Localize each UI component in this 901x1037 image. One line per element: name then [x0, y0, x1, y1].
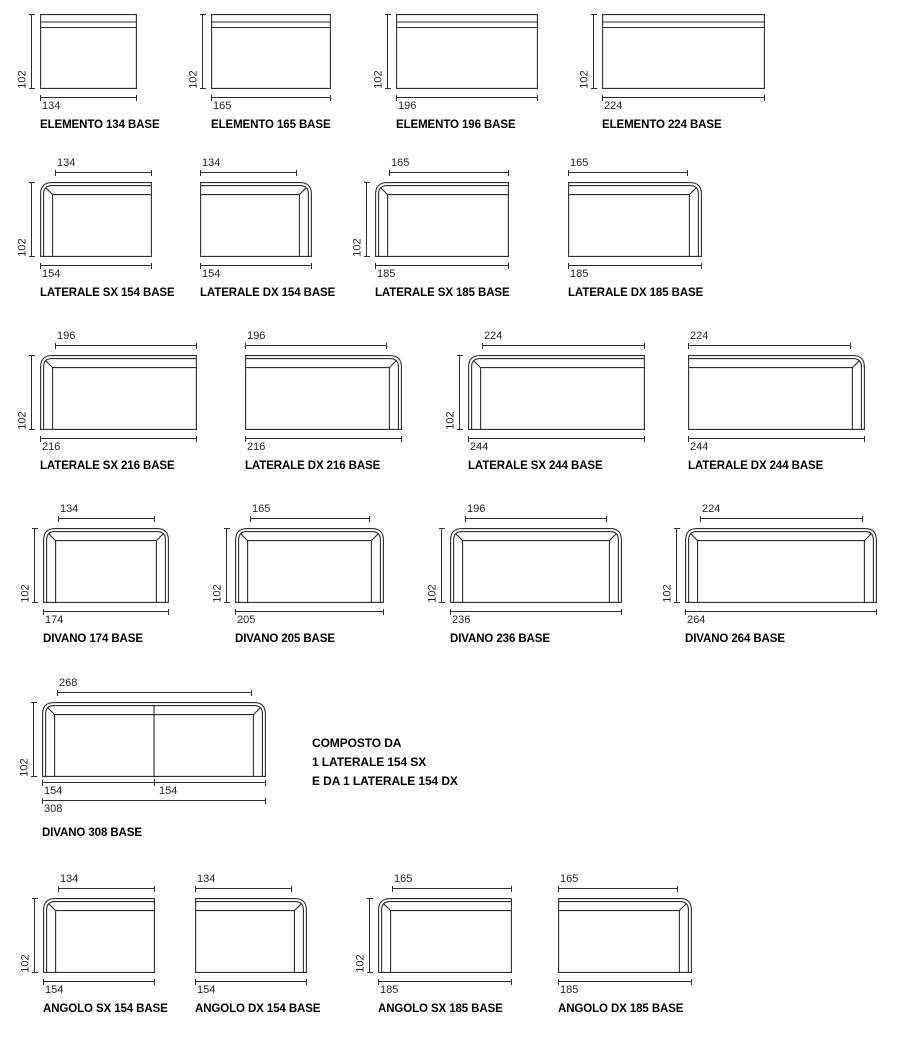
sofa-outline-drawing [602, 14, 765, 89]
top-width-dim-line [558, 888, 678, 889]
module-elemento-196-base [372, 14, 538, 131]
module-angolo-sx-185-base [354, 873, 512, 1015]
bottom-width-dim-line [235, 611, 384, 612]
height-dim-line [593, 14, 594, 89]
height-dim-line [33, 702, 34, 777]
sofa-outline-drawing [43, 528, 169, 603]
bottom-width-dim-value: 154 [42, 268, 61, 280]
bottom-width-dim-line [375, 265, 509, 266]
top-width-dim-line [57, 692, 252, 693]
height-dim-line [387, 14, 388, 89]
height-dim-value: 102 [351, 238, 364, 257]
bottom-width-dim-value: 264 [687, 614, 706, 626]
bottom-width-dim-value: 224 [604, 100, 623, 112]
height-dim-line [459, 355, 460, 430]
bottom-width-dim-line [568, 265, 702, 266]
bottom-width-dim-line [245, 438, 402, 439]
sofa-outline-drawing [396, 14, 538, 89]
top-width-dim-line [195, 888, 292, 889]
top-width-dim-value: 196 [57, 330, 76, 342]
module-label: LATERALE SX 216 BASE [40, 460, 175, 472]
top-width-dim-line [389, 172, 509, 173]
bottom-width-dim-value: 154 [197, 984, 216, 996]
composition-note [312, 734, 458, 791]
total-width-dim-value: 308 [44, 803, 63, 815]
height-dim-value: 102 [426, 584, 439, 603]
sofa-outline-drawing [688, 355, 865, 430]
bottom-width-dim-line [378, 981, 512, 982]
top-width-dim-line [200, 172, 297, 173]
sofa-outline-drawing [568, 182, 702, 257]
bottom-width-dim-value: 216 [42, 441, 61, 453]
top-width-dim-line [58, 888, 155, 889]
bottom-width-dim-line [40, 97, 137, 98]
module-elemento-134-base [16, 14, 160, 131]
half-width-dim-line [42, 782, 266, 783]
module-label: DIVANO 174 BASE [43, 633, 143, 645]
half-width-dim-value-right: 154 [159, 785, 178, 797]
sofa-outline-drawing [40, 182, 152, 257]
module-elemento-165-base [187, 14, 331, 131]
height-dim-value: 102 [19, 954, 32, 973]
height-dim-value: 102 [211, 584, 224, 603]
height-dim-value: 102 [444, 411, 457, 430]
module-label: LATERALE DX 244 BASE [688, 460, 824, 472]
bottom-width-dim-value: 196 [398, 100, 417, 112]
top-width-dim-line [250, 518, 370, 519]
top-width-dim-line [688, 345, 851, 346]
height-dim-line [31, 355, 32, 430]
top-width-dim-line [58, 518, 155, 519]
sofa-outline-drawing [468, 355, 645, 430]
top-width-dim-value: 134 [60, 873, 79, 885]
top-width-dim-value: 165 [391, 157, 410, 169]
sofa-outline-drawing [378, 898, 512, 973]
module-label: LATERALE SX 185 BASE [375, 287, 510, 299]
module-angolo-dx-154-base [195, 873, 321, 1015]
top-width-dim-line [482, 345, 645, 346]
height-dim-value: 102 [578, 70, 591, 89]
sofa-outline-drawing [245, 355, 402, 430]
module-elemento-224-base [578, 14, 765, 131]
module-laterale-dx-244-base [688, 330, 865, 472]
bottom-width-dim-line [43, 981, 155, 982]
module-label: ELEMENTO 196 BASE [396, 119, 516, 131]
total-width-dim-line [42, 800, 266, 801]
module-label: LATERALE DX 216 BASE [245, 460, 381, 472]
height-dim-value: 102 [19, 584, 32, 603]
sofa-outline-drawing [43, 898, 155, 973]
bottom-width-dim-line [468, 438, 645, 439]
height-dim-value: 102 [354, 954, 367, 973]
top-width-dim-line [700, 518, 863, 519]
height-dim-line [202, 14, 203, 89]
top-width-dim-line [465, 518, 607, 519]
top-width-dim-value: 134 [202, 157, 221, 169]
height-dim-line [34, 898, 35, 973]
top-width-dim-value: 165 [570, 157, 589, 169]
module-label: LATERALE DX 154 BASE [200, 287, 336, 299]
module-laterale-dx-185-base [568, 157, 704, 299]
composition-note-line: E DA 1 LATERALE 154 DX [312, 774, 458, 788]
bottom-width-dim-value: 154 [202, 268, 221, 280]
bottom-width-dim-value: 174 [45, 614, 64, 626]
top-width-dim-value: 134 [60, 503, 79, 515]
height-dim-line [441, 528, 442, 603]
bottom-width-dim-line [685, 611, 877, 612]
height-dim-value: 102 [16, 411, 29, 430]
height-dim-value: 102 [18, 758, 31, 777]
top-width-dim-value: 224 [702, 503, 721, 515]
sofa-outline-drawing [42, 702, 266, 777]
height-dim-line [226, 528, 227, 603]
top-width-dim-value: 268 [59, 677, 78, 689]
top-width-dim-line [55, 345, 197, 346]
bottom-width-dim-value: 165 [213, 100, 232, 112]
module-divano-264-base [661, 503, 877, 645]
module-label: ELEMENTO 134 BASE [40, 119, 160, 131]
module-label: ANGOLO SX 154 BASE [43, 1003, 168, 1015]
module-label: DIVANO 205 BASE [235, 633, 335, 645]
top-width-dim-line [568, 172, 688, 173]
bottom-width-dim-value: 244 [470, 441, 489, 453]
height-dim-line [31, 182, 32, 257]
height-dim-value: 102 [372, 70, 385, 89]
module-label: ANGOLO DX 154 BASE [195, 1003, 321, 1015]
half-width-mid-tick [154, 779, 155, 786]
module-label: ANGOLO DX 185 BASE [558, 1003, 684, 1015]
top-width-dim-value: 134 [197, 873, 216, 885]
bottom-width-dim-line [195, 981, 307, 982]
module-label: DIVANO 264 BASE [685, 633, 785, 645]
module-divano-308-base [18, 677, 266, 839]
module-divano-205-base [211, 503, 384, 645]
module-laterale-sx-154-base [16, 157, 175, 299]
top-width-dim-line [245, 345, 387, 346]
bottom-width-dim-line [602, 97, 765, 98]
module-angolo-dx-185-base [558, 873, 692, 1015]
module-laterale-sx-216-base [16, 330, 197, 472]
top-width-dim-value: 224 [690, 330, 709, 342]
height-dim-value: 102 [16, 70, 29, 89]
module-label: LATERALE SX 244 BASE [468, 460, 603, 472]
top-width-dim-value: 165 [560, 873, 579, 885]
composition-note-line: 1 LATERALE 154 SX [312, 755, 427, 769]
bottom-width-dim-line [396, 97, 538, 98]
top-width-dim-value: 134 [57, 157, 76, 169]
bottom-width-dim-line [450, 611, 622, 612]
top-width-dim-value: 224 [484, 330, 503, 342]
bottom-width-dim-line [40, 265, 152, 266]
height-dim-line [366, 182, 367, 257]
height-dim-line [369, 898, 370, 973]
module-divano-174-base [19, 503, 169, 645]
sofa-outline-drawing [40, 14, 137, 89]
bottom-width-dim-value: 205 [237, 614, 256, 626]
module-label: ELEMENTO 224 BASE [602, 119, 722, 131]
bottom-width-dim-line [688, 438, 865, 439]
bottom-width-dim-value: 216 [247, 441, 266, 453]
module-laterale-dx-216-base [245, 330, 402, 472]
height-dim-line [31, 14, 32, 89]
bottom-width-dim-value: 244 [690, 441, 709, 453]
sofa-outline-drawing [235, 528, 384, 603]
module-label: ANGOLO SX 185 BASE [378, 1003, 503, 1015]
top-width-dim-line [55, 172, 152, 173]
height-dim-line [34, 528, 35, 603]
top-width-dim-value: 165 [252, 503, 271, 515]
sofa-outline-drawing [375, 182, 509, 257]
module-laterale-sx-244-base [444, 330, 645, 472]
module-label: LATERALE DX 185 BASE [568, 287, 704, 299]
bottom-width-dim-value: 185 [380, 984, 399, 996]
bottom-width-dim-value: 134 [42, 100, 61, 112]
bottom-width-dim-line [200, 265, 312, 266]
sofa-outline-drawing [211, 14, 331, 89]
bottom-width-dim-value: 185 [570, 268, 589, 280]
height-dim-value: 102 [661, 584, 674, 603]
module-label: ELEMENTO 165 BASE [211, 119, 331, 131]
sofa-outline-drawing [40, 355, 197, 430]
module-label: LATERALE SX 154 BASE [40, 287, 175, 299]
top-width-dim-value: 196 [247, 330, 266, 342]
top-width-dim-value: 165 [394, 873, 413, 885]
module-laterale-sx-185-base [351, 157, 510, 299]
module-divano-236-base [426, 503, 622, 645]
half-width-dim-value-left: 154 [44, 785, 63, 797]
bottom-width-dim-value: 185 [560, 984, 579, 996]
top-width-dim-value: 196 [467, 503, 486, 515]
top-width-dim-line [392, 888, 512, 889]
height-dim-line [676, 528, 677, 603]
bottom-width-dim-line [211, 97, 331, 98]
module-angolo-sx-154-base [19, 873, 168, 1015]
bottom-width-dim-line [558, 981, 692, 982]
bottom-width-dim-value: 154 [45, 984, 64, 996]
sofa-outline-drawing [450, 528, 622, 603]
sofa-outline-drawing [685, 528, 877, 603]
bottom-width-dim-line [43, 611, 169, 612]
module-laterale-dx-154-base [200, 157, 336, 299]
sofa-outline-drawing [200, 182, 312, 257]
bottom-width-dim-line [40, 438, 197, 439]
bottom-width-dim-value: 185 [377, 268, 396, 280]
sofa-outline-drawing [558, 898, 692, 973]
module-label: DIVANO 236 BASE [450, 633, 550, 645]
bottom-width-dim-value: 236 [452, 614, 471, 626]
composition-note-line: COMPOSTO DA [312, 736, 402, 750]
height-dim-value: 102 [16, 238, 29, 257]
module-label: DIVANO 308 BASE [42, 827, 142, 839]
sofa-outline-drawing [195, 898, 307, 973]
height-dim-value: 102 [187, 70, 200, 89]
